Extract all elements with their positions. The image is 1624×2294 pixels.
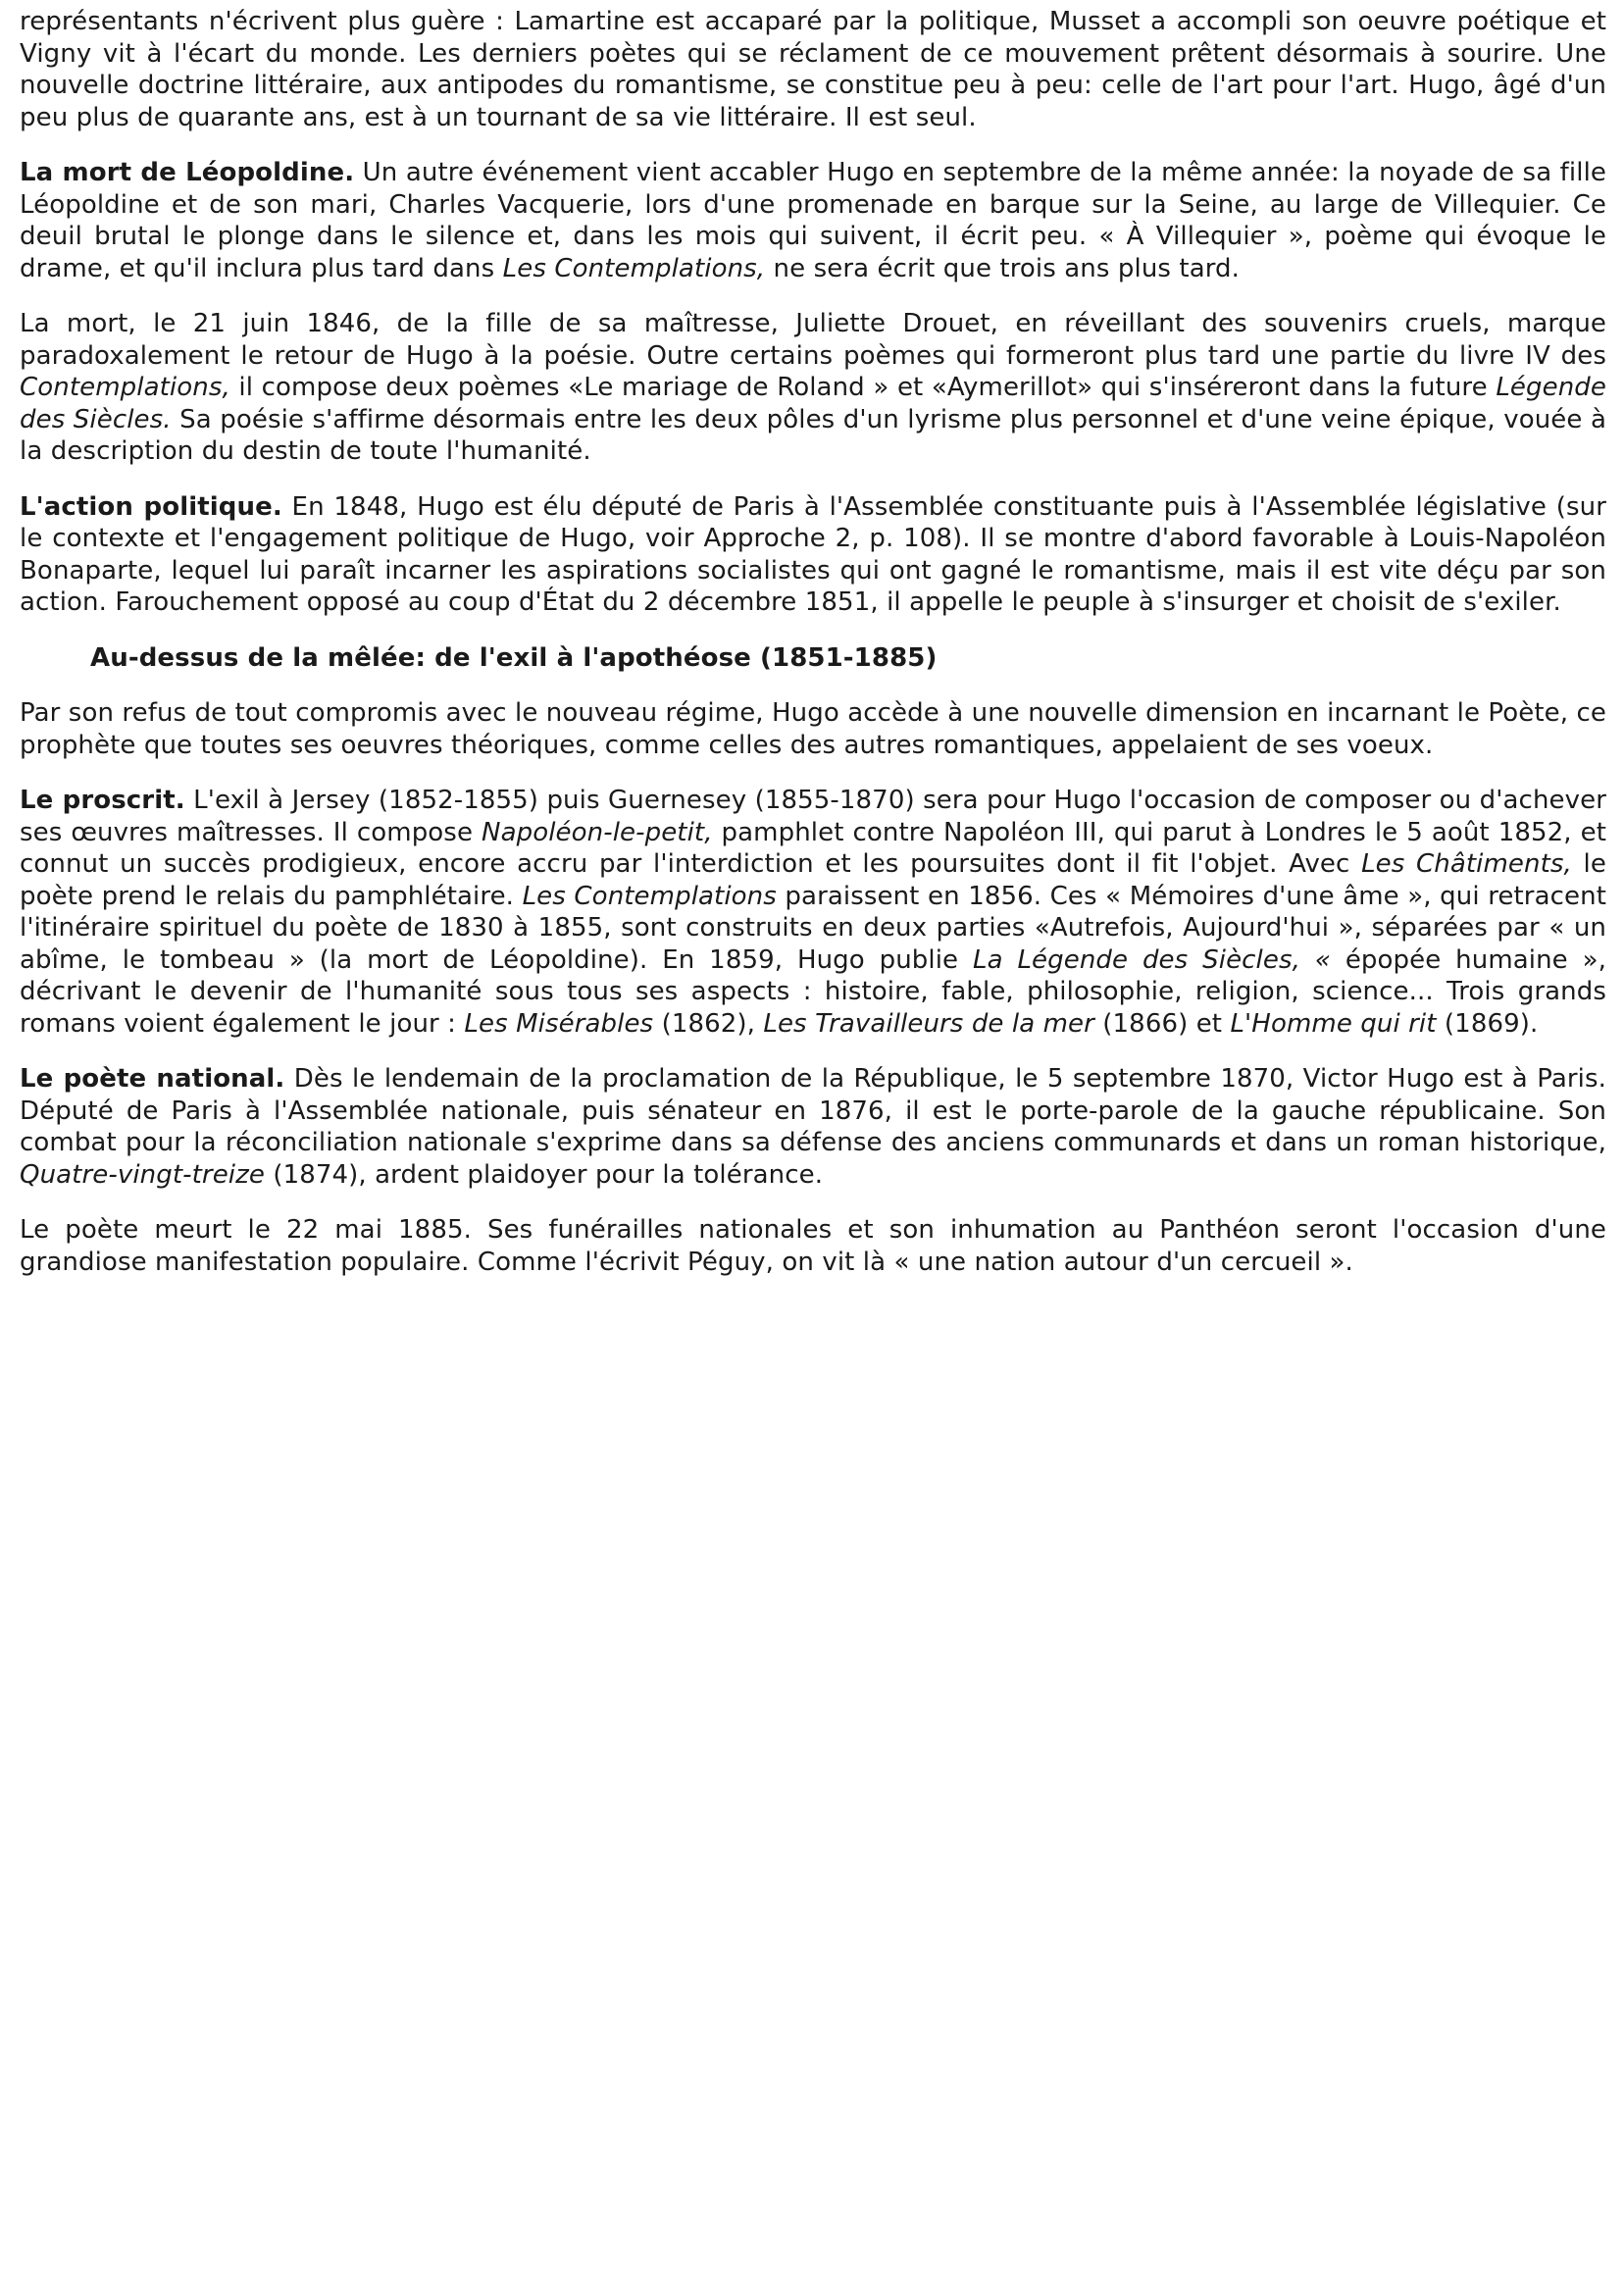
paragraph-politique (20, 491, 1606, 619)
paragraph-text: Un autre événement vient accabler Hugo en septembre de la même année: la noyade de sa fille Léopoldine et de son mari, Charles Vacquerie, lors d'une promenade en barque sur la Seine, au large de Villequier. Ce deuil brutal le plonge dans le silence et, dans les mois qui suivent, il écrit peu. « À Villequier », poème qui évoque le drame, et qu'il inclura plus tard dans (20, 158, 1607, 283)
paragraph-text: ne sera écrit que trois ans plus tard. (765, 253, 1241, 283)
section-heading: Au-dessus de la mêlée: de l'exil à l'apothéose (1851-1885) (90, 642, 938, 673)
paragraph-leopoldine (20, 157, 1606, 284)
paragraph-text: L'exil à Jersey (1852-1855) puis Guernesey (1855-1870) sera pour Hugo l'occasion de composer ou d'achever ses œuvres maîtresses. Il compose (20, 786, 1606, 847)
paragraph-text: paraissent en 1856. Ces « Mémoires d'une âme », qui retracent l'itinéraire spirituel du poète de 1830 à 1855, sont construits en deux parties «Autrefois, Aujourd'hui », séparées par « un abîme, le tombeau » (la mort de Léopoldine). En 1859, Hugo publie (20, 881, 1606, 975)
paragraph-text: (1874), ardent plaidoyer pour la tolérance. (264, 1159, 824, 1190)
work-title: Quatre-vingt-treize (20, 1159, 265, 1190)
paragraph-text: le poète prend le relais du pamphlétaire. (20, 849, 1606, 911)
work-title: La Légende des Siècles, « (973, 944, 1331, 975)
paragraph-lead-heading: Le proscrit. (20, 786, 185, 815)
paragraph-lead-heading: Le poète national. (20, 1064, 285, 1094)
paragraph-text: il compose deux poèmes «Le mariage de Roland » et «Aymerillot» qui s'inséreront dans la future (229, 373, 1497, 402)
paragraph-lead-heading: L'action politique. (20, 491, 282, 522)
paragraph-lead-heading: La mort de Léopoldine. (20, 158, 355, 187)
paragraph-national (20, 1063, 1606, 1191)
paragraph-drouet (20, 308, 1606, 468)
work-title: Les Travailleurs de la mer (763, 1008, 1094, 1039)
work-title: Les Contemplations (522, 881, 777, 911)
paragraph-text: (1869). (1436, 1008, 1539, 1039)
paragraph-text: Dès le lendemain de la proclamation de la République, le 5 septembre 1870, Victor Hugo est à Paris. Député de Paris à l'Assemblée nationale, puis sénateur en 1876, il est le porte-parole de la gauche républicaine. Son combat pour la réconciliation nationale s'exprime dans sa défense des anciens communards et dans un roman historique, (20, 1064, 1606, 1157)
paragraph-text: représentants n'écrivent plus guère : Lamartine est accaparé par la politique, Musset a accompli son oeuvre poétique et Vigny vit à l'écart du monde. Les derniers poètes qui se réclament de ce mouvement prêtent désormais à sourire. Une nouvelle doctrine littéraire, aux antipodes du romantisme, se constitue peu à peu: celle de l'art pour l'art. Hugo, âgé d'un peu plus de quarante ans, est à un tournant de sa vie littéraire. Il est seul. (20, 7, 1606, 132)
paragraph-text: Sa poésie s'affirme désormais entre les deux pôles d'un lyrisme plus personnel et d'une veine épique, vouée à la description du destin de toute l'humanité. (20, 404, 1606, 466)
paragraph-text: Le poète meurt le 22 mai 1885. Ses funérailles nationales et son inhumation au Panthéon seront l'occasion d'une grandiose manifestation populaire. Comme l'écrivit Péguy, on vit là « une nation autour d'un cercueil ». (20, 1215, 1606, 1277)
document-page (20, 6, 1606, 1301)
work-title: Les Contemplations, (502, 253, 766, 283)
paragraph-refus (20, 697, 1606, 761)
paragraph-text: En 1848, Hugo est élu député de Paris à l'Assemblée constituante puis à l'Assemblée législative (sur le contexte et l'engagement politique de Hugo, voir Approche 2, p. 108). Il se montre d'abord favorable à Louis-Napoléon Bonaparte, lequel lui paraît incarner les aspirations socialistes qui ont gagné le romantisme, mais il est vite déçu par son action. Farouchement opposé au coup d'État du 2 décembre 1851, il appelle le peuple à s'insurger et choisit de s'exiler. (20, 491, 1606, 617)
paragraph-text: (1866) et (1093, 1008, 1231, 1039)
paragraph-text: Par son refus de tout compromis avec le nouveau régime, Hugo accède à une nouvelle dimension en incarnant le Poète, ce prophète que toutes ses oeuvres théoriques, comme celles des autres romantiques, appelaient de ses voeux. (20, 698, 1606, 760)
paragraph-intro (20, 6, 1606, 133)
paragraph-mort (20, 1214, 1606, 1278)
paragraph-proscrit (20, 785, 1606, 1040)
paragraph-text: (1862), (653, 1008, 764, 1039)
paragraph-text: La mort, le 21 juin 1846, de la fille de sa maîtresse, Juliette Drouet, en réveillant des souvenirs cruels, marque paradoxalement le retour de Hugo à la poésie. Outre certains poèmes qui formeront plus tard une partie du livre IV des (20, 309, 1606, 371)
work-title: Les Châtiments, (1361, 849, 1572, 879)
paragraph-text: pamphlet contre Napoléon III, qui parut à Londres le 5 août 1852, et connut un succès prodigieux, encore accru par l'interdiction et les poursuites dont il fit l'objet. Avec (20, 817, 1606, 879)
paragraphs-before-heading (20, 6, 1606, 619)
paragraph-text: épopée humaine », décrivant le devenir de l'humanité sous tous ses aspects : histoire, fable, philosophie, religion, science... Trois grands romans voient également le jour : (20, 944, 1606, 1039)
work-title: L'Homme qui rit (1230, 1008, 1437, 1039)
work-title: Les Misérables (464, 1008, 654, 1039)
paragraphs-after-heading (20, 697, 1606, 1278)
work-title: Napoléon-le-petit, (482, 817, 713, 847)
work-title: Légende des Siècles. (20, 373, 1606, 434)
work-title: Contemplations, (20, 373, 230, 402)
